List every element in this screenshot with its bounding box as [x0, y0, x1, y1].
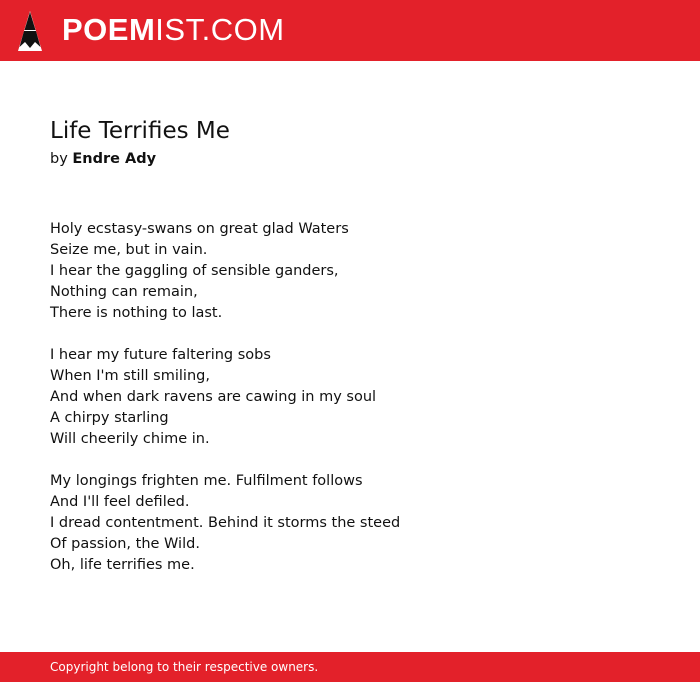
poem-line: Oh, life terrifies me. [50, 557, 195, 573]
site-header [0, 0, 700, 61]
site-logo[interactable] [62, 10, 285, 50]
poem-line: My longings frighten me. Fulfilment follows [50, 473, 363, 489]
poem-line: When I'm still smiling, [50, 368, 210, 384]
logo-text-light: IST.COM [155, 12, 285, 47]
poem-line: And when dark ravens are cawing in my soul [50, 389, 377, 405]
stanza [50, 471, 650, 576]
stanza [50, 345, 650, 450]
byline [50, 148, 156, 170]
poem-line: Will cheerily chime in. [50, 431, 210, 447]
poem-line: I hear the gaggling of sensible ganders, [50, 263, 339, 279]
pencil-tip-icon[interactable] [17, 10, 43, 52]
stanza [50, 219, 650, 324]
poem-body [50, 219, 650, 597]
site-footer [0, 652, 700, 682]
copyright-notice: Copyright belong to their respective owners. [50, 660, 319, 674]
poem-line: Holy ecstasy-swans on great glad Waters [50, 221, 349, 237]
poem-line: And I'll feel defiled. [50, 494, 190, 510]
poem-line: I hear my future faltering sobs [50, 347, 271, 363]
poem-line: A chirpy starling [50, 410, 169, 426]
by-label: by [50, 151, 68, 167]
poem-line: Of passion, the Wild. [50, 536, 200, 552]
logo-text-bold: POEM [62, 12, 156, 47]
poem-title: Life Terrifies Me [50, 118, 230, 144]
poem-line: Nothing can remain, [50, 284, 198, 300]
poem-line: I dread contentment. Behind it storms the steed [50, 515, 401, 531]
poem-line: Seize me, but in vain. [50, 242, 208, 258]
author-name: Endre Ady [72, 151, 157, 167]
poem-line: There is nothing to last. [50, 305, 223, 321]
